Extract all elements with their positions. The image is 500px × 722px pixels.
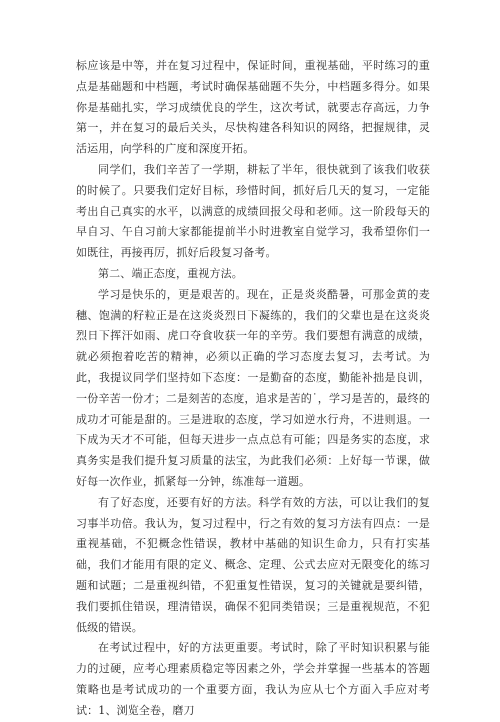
section-heading: 第二、端正态度，重视方法。 bbox=[98, 266, 243, 280]
document-body bbox=[76, 56, 430, 722]
paragraph: 标应该是中等，并在复习过程中，保证时间，重视基础，平时练习的重点是基础题和中档题，考试时确保基础题不失分，中档题多得分。如果你是基础扎实，学习成绩优良的学生，这次考试，就要志存高远，力争第一，并在复习的最后关头，尽快构建各科知识的网络，把握规律，灵活运用，向学科的广度和深度开拓。 bbox=[76, 59, 430, 156]
paragraph: 有了好态度，还要有好的方法。科学有效的方法，可以让我们的复习事半功倍。我认为，复习过程中，行之有效的复习方法有四点：一是重视基础，不犯概念性错误，教材中基础的知识生命力，只有打实基础，我们才能用有限的定义、概念、定理、公式去应对无限变化的练习题和试题；二是重视纠错，不犯重复性错误，复习的关键就是要纠错，我们要抓住错误，理清错误，确保不犯同类错误；三是重视规范，不犯低级的错误。 bbox=[76, 495, 430, 634]
paragraph: 同学们，我们辛苦了一学期，耕耘了半年，很快就到了该我们收获的时候了。只要我们定好目标，珍惜时间，抓好后几天的复习，一定能考出自己真实的水平，以满意的成绩回报父母和老师。这一阶段每天的早自习、午自习前大家都能提前半小时进教室自觉学习，我希望你们一如既往，再接再厉，抓好后段复习备考。 bbox=[76, 162, 430, 260]
paragraph: 学习是快乐的，更是艰苦的。现在，正是炎炎酷暑，可那金黄的麦穗、饱满的籽粒正是在这炎炎烈日下凝练的，我们的父辈也是在这炎炎烈日下挥汗如雨、虎口夺食收获一年的辛劳。我们要想有满意的成绩，就必须抱着吃苦的精神，必须以正确的学习态度去复习，去考试。为此，我提议同学们坚持如下态度：一是勤奋的态度，勤能补拙是良训，一份辛苦一份才；二是刻苦的态度，追求是苦的˙，学习是苦的，最终的成功才可能是甜的。三是进取的态度，学习如逆水行舟，不进则退。一下成为天才不可能，但每天进步一点点总有可能；四是务实的态度，求真务实是我们提升复习质量的法宝，为此我们必须：上好每一节课，做好每一次作业，抓紧每一分钟，练准每一道题。 bbox=[76, 287, 430, 488]
paragraph: 在考试过程中，好的方法更重要。考试时，除了平时知识积累与能力的过硬，应考心理素质稳定等因素之外，学会并掌握一些基本的答题策略也是考试成功的一个重要方面，我认为应从七个方面入手应对考试：1、浏览全卷，磨刀 bbox=[76, 641, 430, 717]
